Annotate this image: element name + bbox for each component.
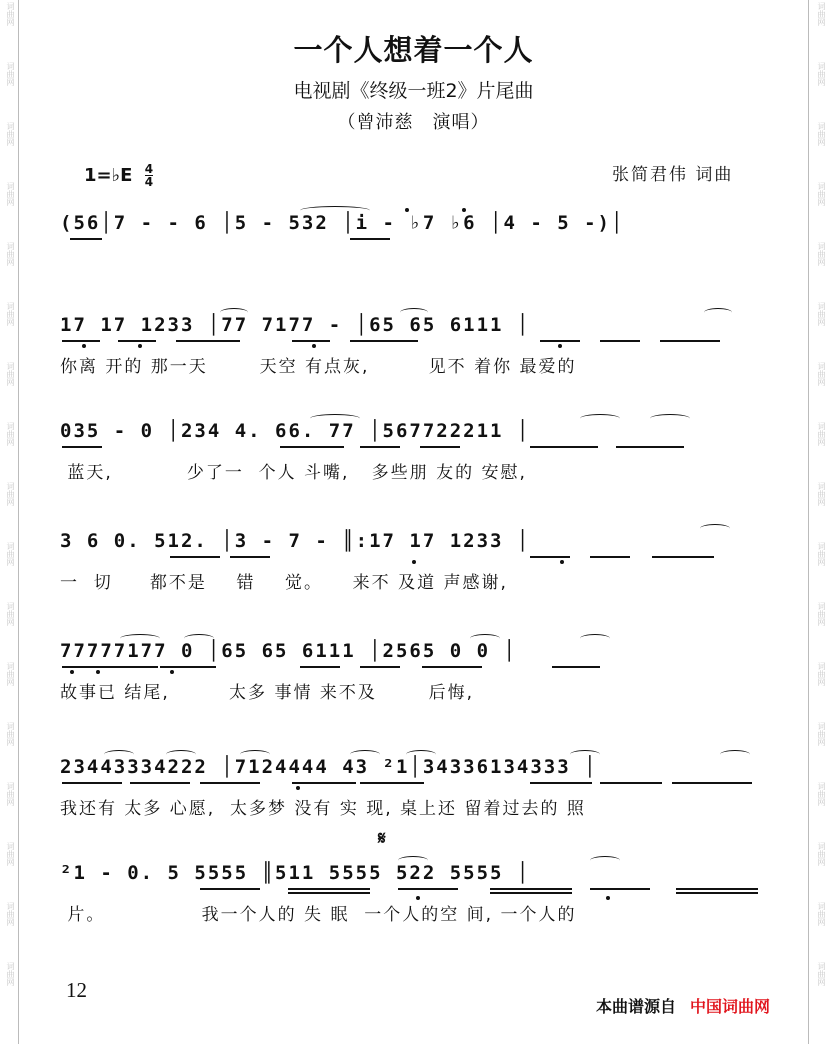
- watermark-text: 词曲网: [817, 722, 826, 746]
- watermark-text: 词曲网: [6, 482, 15, 506]
- tie-arc: [470, 634, 500, 643]
- eighth-underline: [62, 666, 158, 668]
- lyrics-row: 我还有 太多 心愿, 太多梦 没有 实 现, 桌上还 留着过去的 照: [60, 799, 586, 819]
- watermark-text: 词曲网: [817, 242, 826, 266]
- sixteenth-underline: [490, 892, 572, 894]
- tie-arc: [700, 524, 730, 533]
- lyrics-row: 你离 开的 那一天 天空 有点灰, 见不 着你 最爱的: [60, 357, 577, 377]
- eighth-underline: [280, 446, 344, 448]
- watermark-text: 词曲网: [817, 362, 826, 386]
- score-line-6: [60, 756, 780, 819]
- eighth-underline: [600, 782, 662, 784]
- tie-arc: [406, 750, 436, 759]
- watermark-text: 词曲网: [817, 122, 826, 146]
- watermark-text: 词曲网: [817, 902, 826, 926]
- tie-arc: [570, 750, 600, 759]
- eighth-underline: [590, 556, 630, 558]
- key-text: 1=♭E: [84, 165, 133, 186]
- watermark-text: 词曲网: [817, 182, 826, 206]
- eighth-underline: [360, 446, 400, 448]
- score-line-4: [60, 530, 780, 593]
- source-credit: [596, 994, 770, 1017]
- eighth-underline: [420, 446, 460, 448]
- high-octave-dot: [462, 208, 466, 212]
- watermark-text: 词曲网: [817, 782, 826, 806]
- segno-sign: 𝄋: [378, 828, 386, 849]
- eighth-underline: [200, 782, 260, 784]
- watermark-text: 词曲网: [6, 902, 15, 926]
- watermark-text: 词曲网: [817, 962, 826, 986]
- tie-arc: [650, 414, 690, 423]
- time-signature-bottom: 4: [144, 175, 154, 189]
- tie-arc: [590, 856, 620, 865]
- tie-arc: [400, 308, 428, 317]
- score-line-7: [60, 862, 780, 925]
- notation-row: 17 17 1233 │77 7177 - │65 65 6111 │: [60, 314, 531, 336]
- watermark-text: 词曲网: [6, 242, 15, 266]
- eighth-underline: [350, 340, 418, 342]
- eighth-underline: [600, 340, 640, 342]
- eighth-underline: [490, 888, 572, 890]
- low-octave-dot: [82, 344, 86, 348]
- eighth-underline: [292, 782, 356, 784]
- source-site-link[interactable]: 中国词曲网: [690, 997, 771, 1016]
- eighth-underline: [288, 888, 370, 890]
- watermark-text: 词曲网: [6, 62, 15, 86]
- watermark-text: 词曲网: [6, 182, 15, 206]
- notation-row: 77777177 0 │65 65 6111 │2565 0 0 │: [60, 640, 517, 662]
- low-octave-dot: [296, 786, 300, 790]
- tie-arc: [120, 634, 160, 643]
- eighth-underline: [660, 340, 720, 342]
- lyrics-row: 蓝天, 少了一 个人 斗嘴, 多些朋 友的 安慰,: [60, 463, 527, 483]
- low-octave-dot: [416, 896, 420, 900]
- watermark-text: 词曲网: [817, 482, 826, 506]
- notation-row: ²1 - 0. 5 5555 ║511 5555 522 5555 │: [60, 862, 531, 884]
- watermark-text: 词曲网: [817, 302, 826, 326]
- low-octave-dot: [312, 344, 316, 348]
- key-signature: [84, 163, 153, 188]
- low-octave-dot: [606, 896, 610, 900]
- song-title: 一个人想着一个人: [293, 33, 534, 67]
- watermark-text: 词曲网: [817, 662, 826, 686]
- watermark-text: 词曲网: [6, 602, 15, 626]
- tie-arc: [580, 634, 610, 643]
- eighth-underline: [360, 782, 424, 784]
- eighth-underline: [672, 782, 752, 784]
- tie-arc: [350, 750, 380, 759]
- watermark-text: 词曲网: [817, 842, 826, 866]
- eighth-underline: [200, 888, 260, 890]
- tie-arc: [300, 206, 370, 215]
- eighth-underline: [62, 446, 102, 448]
- eighth-underline: [552, 666, 600, 668]
- eighth-underline: [676, 888, 758, 890]
- low-octave-dot: [170, 670, 174, 674]
- page-number: 12: [66, 978, 87, 1002]
- low-octave-dot: [138, 344, 142, 348]
- tie-arc: [166, 750, 196, 759]
- lyrics-row: 故事已 结尾, 太多 事情 来不及 后悔,: [60, 683, 475, 703]
- watermark-text: 词曲网: [817, 542, 826, 566]
- eighth-underline: [170, 556, 220, 558]
- watermark-text: 词曲网: [817, 2, 826, 26]
- eighth-underline: [652, 556, 714, 558]
- watermark-text: 词曲网: [6, 422, 15, 446]
- watermark-text: 词曲网: [6, 362, 15, 386]
- notation-row: 035 - 0 │234 4. 66. 77 │567722211 │: [60, 420, 531, 442]
- eighth-underline: [360, 666, 400, 668]
- low-octave-dot: [96, 670, 100, 674]
- tie-arc: [704, 308, 732, 317]
- eighth-underline: [62, 782, 122, 784]
- high-octave-dot: [405, 208, 409, 212]
- composer-credit: 张简君伟 词曲: [612, 165, 734, 185]
- eighth-underline: [230, 556, 270, 558]
- sixteenth-underline: [288, 892, 370, 894]
- low-octave-dot: [412, 560, 416, 564]
- eighth-underline: [530, 446, 598, 448]
- song-subtitle: 电视剧《终级一班2》片尾曲: [293, 80, 534, 102]
- eighth-underline: [350, 238, 390, 240]
- eighth-underline: [70, 238, 102, 240]
- eighth-underline: [398, 888, 458, 890]
- eighth-underline: [590, 888, 650, 890]
- right-margin-strip: [808, 0, 827, 1044]
- tie-arc: [220, 308, 248, 317]
- time-signature: [145, 163, 153, 188]
- watermark-text: 词曲网: [817, 422, 826, 446]
- low-octave-dot: [558, 344, 562, 348]
- score-line-5: [60, 640, 780, 703]
- source-label: 本曲谱源自: [596, 997, 677, 1016]
- eighth-underline: [540, 340, 580, 342]
- watermark-text: 词曲网: [6, 962, 15, 986]
- tie-arc: [184, 634, 214, 643]
- eighth-underline: [62, 340, 100, 342]
- watermark-text: 词曲网: [6, 782, 15, 806]
- score-line-2: [60, 314, 780, 377]
- watermark-text: 词曲网: [6, 662, 15, 686]
- notation-row: 3 6 0. 512. │3 - 7 - ║:17 17 1233 │: [60, 530, 531, 552]
- tie-arc: [398, 856, 428, 865]
- tie-arc: [310, 414, 360, 423]
- eighth-underline: [176, 340, 240, 342]
- eighth-underline: [422, 666, 482, 668]
- watermark-text: 词曲网: [6, 2, 15, 26]
- eighth-underline: [130, 782, 190, 784]
- low-octave-dot: [560, 560, 564, 564]
- time-signature-top: 4: [144, 162, 154, 176]
- eighth-underline: [616, 446, 684, 448]
- low-octave-dot: [70, 670, 74, 674]
- watermark-text: 词曲网: [6, 302, 15, 326]
- sixteenth-underline: [676, 892, 758, 894]
- tie-arc: [240, 750, 270, 759]
- watermark-text: 词曲网: [817, 602, 826, 626]
- lyrics-row: 一 切 都不是 错 觉。 来不 及道 声感谢,: [60, 573, 508, 593]
- eighth-underline: [160, 666, 216, 668]
- tie-arc: [720, 750, 750, 759]
- eighth-underline: [118, 340, 156, 342]
- score-line-3: [60, 420, 780, 483]
- watermark-text: 词曲网: [817, 62, 826, 86]
- watermark-text: 词曲网: [6, 842, 15, 866]
- watermark-text: 词曲网: [6, 722, 15, 746]
- left-margin-strip: [0, 0, 19, 1044]
- eighth-underline: [300, 666, 340, 668]
- notation-row: (56│7 - - 6 │5 - 532 │i - ♭7 ♭6 │4 - 5 -)│: [60, 212, 625, 234]
- watermark-text: 词曲网: [6, 542, 15, 566]
- singer-credit: （曾沛慈 演唱）: [337, 112, 490, 133]
- eighth-underline: [292, 340, 330, 342]
- notation-row: 23443334222 │7124444 43 ²1│34336134333 │: [60, 756, 598, 778]
- watermark-text: 词曲网: [6, 122, 15, 146]
- eighth-underline: [530, 556, 570, 558]
- tie-arc: [580, 414, 620, 423]
- eighth-underline: [530, 782, 592, 784]
- lyrics-row: 片。 我一个人的 失 眠 一个人的空 间, 一个人的: [60, 905, 577, 925]
- score-line-1: [60, 212, 780, 242]
- tie-arc: [104, 750, 134, 759]
